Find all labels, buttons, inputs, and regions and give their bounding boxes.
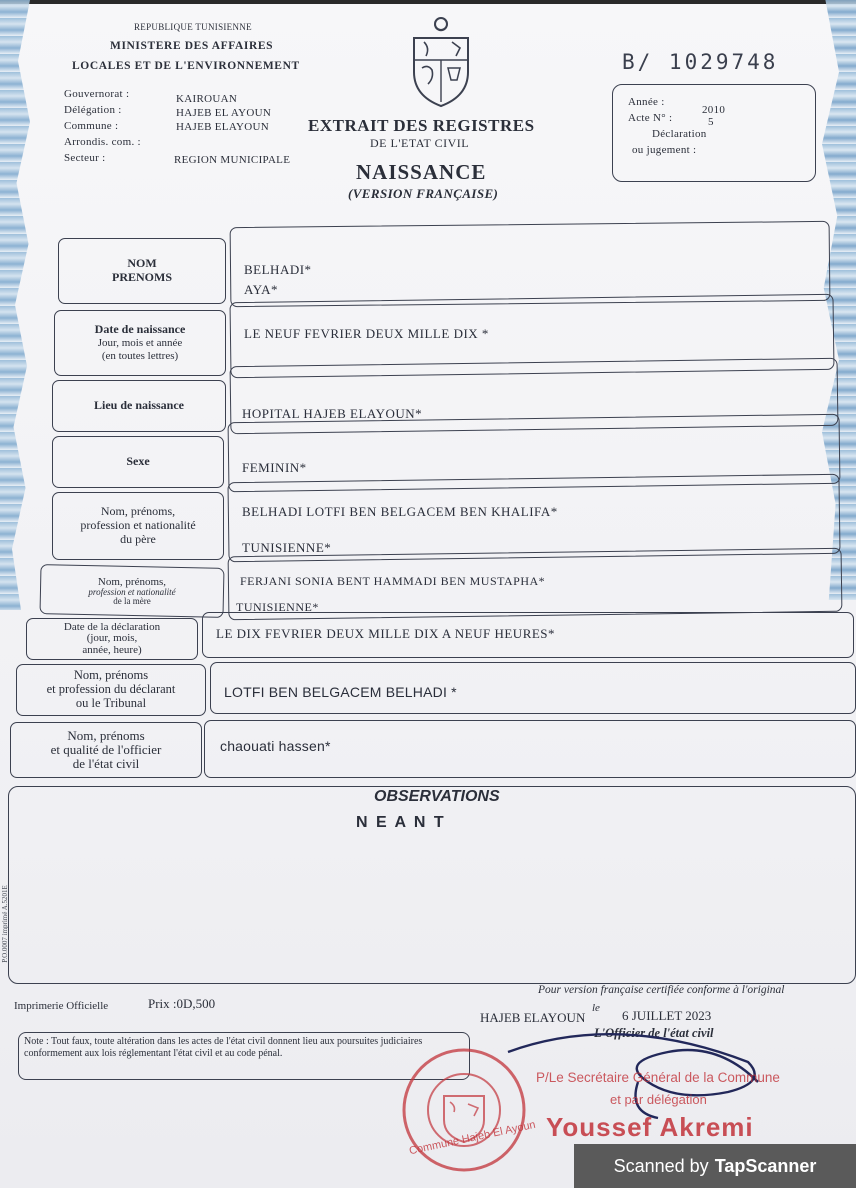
jugement-label: ou jugement : (632, 144, 697, 156)
acte-label: Acte N° : (628, 112, 673, 124)
officer-title: L'Officier de l'état civil (594, 1026, 714, 1040)
signatory-name: Youssef Akremi (546, 1112, 754, 1142)
label-date-naissance-sub2: (en toutes lettres) (101, 349, 179, 362)
label-nom-prenoms (58, 238, 226, 304)
acte-value: 5 (708, 116, 714, 128)
value-declaration: LE DIX FEVRIER DEUX MILLE DIX A NEUF HEURES* (216, 626, 556, 641)
serial-number: B/ 1029748 (622, 50, 779, 74)
label-sexe-wrap (52, 436, 224, 488)
label-pere-line3: du père (120, 531, 156, 546)
label-lieu-naissance-wrap (52, 380, 226, 432)
left-security-border (0, 0, 30, 610)
field-value-secteur: REGION MUNICIPALE (174, 154, 291, 166)
label-mere-line1: Nom, prénoms, (97, 575, 167, 588)
field-label-delegation: Délégation : (64, 104, 122, 116)
imprimerie-label: Imprimerie Officielle (14, 1000, 109, 1012)
field-label-commune: Commune : (64, 120, 119, 132)
label-sexe: Sexe (126, 454, 150, 469)
place-label: HAJEB ELAYOUN (480, 1010, 586, 1025)
label-declaration-line3: année, heure) (82, 643, 142, 656)
title-line-2: DE L'ETAT CIVIL (370, 136, 470, 150)
label-date-naissance-sub1: Jour, mois et année (97, 337, 183, 350)
stamp-text: Commune Hajeb El Ayoun (408, 1118, 537, 1158)
value-lieu-naissance: HOPITAL HAJEB ELAYOUN* (242, 406, 423, 421)
label-declarant-line3: ou le Tribunal (75, 695, 147, 710)
observations-title: OBSERVATIONS (374, 788, 500, 805)
field-value-delegation: HAJEB EL AYOUN (176, 107, 272, 119)
value-mere-nationalite: TUNISIENNE* (236, 600, 319, 614)
label-officier-line1: Nom, prénoms (67, 727, 145, 743)
label-declaration (26, 618, 198, 660)
title-version: (VERSION FRANÇAISE) (348, 186, 499, 201)
side-print-code: P.O.0007 imprimé A.5201E (0, 885, 9, 963)
value-mere-nom: FERJANI SONIA BENT HAMMADI BEN MUSTAPHA* (240, 574, 546, 588)
label-nom: NOM (127, 256, 157, 271)
label-pere (52, 492, 224, 560)
label-date-naissance-title: Date de naissance (94, 322, 186, 337)
certified-label: Pour version française certifiée conforme à l'original (538, 984, 785, 996)
field-value-commune: HAJEB ELAYOUN (176, 121, 270, 133)
header-field-values (176, 92, 271, 134)
scanner-watermark (574, 1144, 856, 1188)
value-date-naissance: LE NEUF FEVRIER DEUX MILLE DIX * (244, 326, 489, 341)
observations-value: N E A N T (356, 814, 446, 831)
ministry-line-2: LOCALES ET DE L'ENVIRONNEMENT (72, 60, 300, 72)
label-prenoms: PRENOMS (112, 270, 172, 284)
label-mere (40, 566, 224, 616)
label-declaration-line1: Date de la déclaration (63, 620, 161, 633)
value-prenoms: AYA* (244, 282, 279, 297)
scanner-brand: TapScanner (714, 1155, 817, 1176)
annee-label: Année : (628, 96, 665, 108)
prix-label: Prix :0D,500 (148, 996, 216, 1011)
value-officier: chaouati hassen* (220, 738, 331, 754)
signatory-title-1: P/Le Secrétaire Général de la Commune (536, 1070, 780, 1085)
label-mere-line3: de la mère (113, 595, 151, 606)
le-label: le (592, 1002, 600, 1014)
signatory-title-2: et par délégation (610, 1092, 707, 1107)
field-label-secteur: Secteur : (64, 152, 106, 164)
top-band (0, 0, 856, 4)
label-declaration-line2: (jour, mois, (86, 632, 138, 645)
date-label: 6 JUILLET 2023 (622, 1008, 712, 1023)
label-officier-line2: et qualité de l'officier (50, 741, 162, 757)
coat-of-arms-icon (408, 16, 474, 108)
header-field-labels (64, 86, 174, 166)
label-declarant (16, 664, 206, 716)
label-declarant-line1: Nom, prénoms (73, 668, 149, 683)
value-pere-nom: BELHADI LOTFI BEN BELGACEM BEN KHALIFA* (242, 504, 558, 519)
field-label-gouvernorat: Gouvernorat : (64, 88, 130, 100)
label-officier-line3: de l'état civil (72, 756, 140, 772)
title-line-1: EXTRAIT DES REGISTRES (308, 116, 535, 135)
value-nom: BELHADI* (244, 262, 312, 277)
declaration-label: Déclaration (652, 128, 707, 140)
label-declarant-line2: et profession du déclarant (46, 682, 176, 697)
value-declarant: LOTFI BEN BELGACEM BELHADI * (224, 684, 457, 700)
value-pere-nationalite: TUNISIENNE* (242, 540, 332, 555)
scanner-prefix: Scanned by (613, 1155, 709, 1176)
label-date-naissance (54, 310, 226, 376)
value-sexe: FEMININ* (242, 460, 307, 475)
republic-label: REPUBLIQUE TUNISIENNE (134, 22, 252, 32)
note-text: Note : Tout faux, toute altération dans les actes de l'état civil donnent lieu aux poursuites judiciaires conformement aux lois réglementant l'état civil et au code pénal. (24, 1036, 423, 1059)
field-label-arrondis: Arrondis. com. : (64, 136, 141, 148)
label-officier (10, 722, 202, 778)
title-naissance: NAISSANCE (356, 160, 487, 184)
ministry-line-1: MINISTERE DES AFFAIRES (110, 40, 274, 52)
label-pere-line2: profession et nationalité (80, 518, 196, 533)
label-pere-line1: Nom, prénoms, (100, 504, 176, 519)
annee-value: 2010 (702, 104, 726, 116)
label-mere-line2: profession et nationalité (88, 586, 176, 597)
label-lieu-naissance: Lieu de naissance (93, 398, 184, 413)
field-value-gouvernorat: KAIROUAN (176, 93, 238, 105)
